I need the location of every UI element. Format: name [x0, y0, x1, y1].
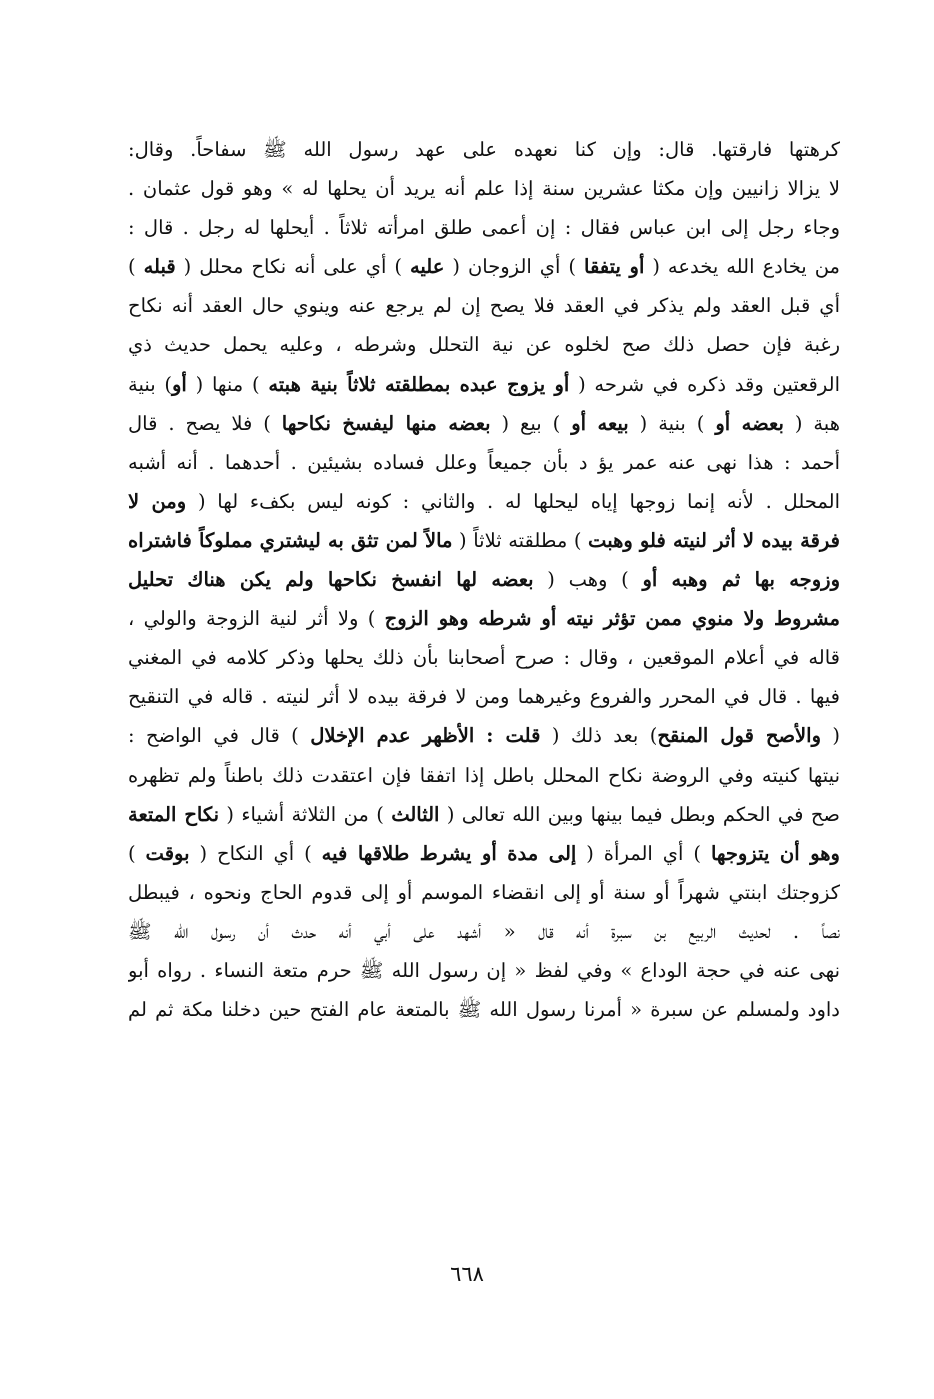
text-segment: ) بنية ( [628, 411, 716, 435]
text-line [128, 795, 840, 834]
text-segment: أحمد : هذا نهى عنه عمر يؤ د بأن جميعاً وعلل فساده بشيئين . أحدهما . أنه أشبه [128, 450, 840, 474]
text-line [128, 560, 840, 599]
text-segment: ) قال في الواضح : [128, 724, 311, 748]
text-segment: الرقعتين وقد ذكره في شرحه ( [569, 372, 840, 396]
text-segment: أي قبل العقد ولم يذكر في العقد فلا يصح إن لم يرجع عنه وينوي حال العقد أنه نكاح [128, 294, 840, 318]
text-line [128, 638, 840, 677]
bold-text-segment: أو يزوج عبده بمطلقته ثلاثاً بنية هبته [268, 372, 570, 396]
page-number: ٦٦٨ [450, 1262, 484, 1286]
text-segment: هبة ( [783, 411, 840, 435]
text-line [128, 677, 840, 716]
text-line [128, 756, 840, 795]
bold-text-segment: نكاح المتعة [128, 802, 220, 826]
bold-text-segment: بعضه منها ليفسخ نكاحها [281, 411, 491, 435]
text-segment: لا يزالا زانيين وإن مكثا عشرين سنة إذا علم أنه يريد أن يحلها له » وهو قول عثمان . [128, 177, 840, 201]
bold-text-segment: عليه [409, 255, 445, 279]
text-line [128, 716, 840, 755]
text-segment: ) مطلقته ثلاثاً ( [452, 528, 589, 552]
bold-text-segment: بعضه لها انفسخ نكاحها ولم يكن هناك تحليل [128, 568, 534, 592]
bold-text-segment: مالاً لمن تثق به ليشتري مملوكاً فاشتراه [128, 528, 453, 552]
text-line [128, 873, 840, 912]
bold-text-segment: مشروط ولا منوي ممن تؤثر نيته أو شرطه وهو الزوج [384, 607, 840, 631]
text-segment: ) بعد ذلك ( [540, 724, 658, 748]
text-line [128, 834, 840, 873]
text-segment: فيها . قال في المحرر والفروع وغيرهما ومن لا فرقة بيده لا أثر لنيته . قاله في التنقيح [128, 685, 840, 709]
bold-text-segment: ومن لا [128, 489, 187, 513]
text-segment: ) منها ( [186, 372, 269, 396]
text-segment: داود ولمسلم عن سبرة « أمرنا رسول الله ﷺ بالمتعة عام الفتح حين دخلنا مكة ثم لم [128, 998, 840, 1022]
text-segment: المحلل . لأنه إنما زوجها إياه ليحلها له . والثاني : كونه ليس بكفء لها ( [186, 489, 840, 513]
text-line [128, 169, 840, 208]
text-segment: ) أي المرأة ( [576, 841, 711, 865]
bold-text-segment: قبله [143, 255, 176, 279]
text-line [128, 990, 840, 1029]
text-line [128, 912, 840, 951]
text-segment: نهى عنه في حجة الوداع » وفي لفظ « إن رسول الله ﷺ حرم متعة النساء . رواه أبو [128, 958, 840, 982]
text-segment: وجاء رجل إلى ابن عباس فقال : إن أعمى طلق امرأته ثلاثاً . أيحلها له رجل . قال : [128, 216, 840, 240]
text-segment: ) [128, 255, 144, 279]
text-line [128, 130, 840, 169]
bold-text-segment: والأصح قول المنقح [657, 724, 821, 748]
text-line [128, 482, 840, 521]
text-line [128, 286, 840, 325]
text-line [128, 443, 840, 482]
text-segment: رغبة فإن حصل ذلك صح لخلوه عن نية التحلل وشرطه ، وعليه يحمل حديث ذي [128, 333, 840, 357]
text-segment: كزوجتك ابنتي شهراً أو سنة أو إلى انقضاء الموسم أو إلى قدوم الحاج ونحوه ، فيبطل [128, 880, 840, 904]
bold-text-segment: أو يتفقا [584, 255, 645, 279]
bold-text-segment: أو [172, 372, 187, 396]
bold-text-segment: بعضه أو [715, 411, 784, 435]
text-segment: من يخادع الله يخدعه ( [644, 255, 840, 279]
bold-text-segment: فرقة بيده لا أثر لنيته فلو وهبت [588, 528, 840, 552]
text-segment: نصاً . لحديث الربيع بن سبرة أنه قال « أشهد على أبي أنه حدث أن رسول الله ﷺ [128, 919, 840, 943]
bold-text-segment: بيعه أو [571, 411, 629, 435]
text-segment: ) أي النكاح ( [189, 841, 322, 865]
bold-text-segment: وهو أن يتزوجها [710, 841, 840, 865]
text-segment: ) أي الزوجان ( [444, 255, 584, 279]
text-segment: ) وهب ( [533, 568, 643, 592]
text-line [128, 247, 840, 286]
text-segment: ) [128, 841, 146, 865]
text-segment: ) بيع ( [490, 411, 572, 435]
bold-text-segment: قلت : الأظهر عدم الإخلال [310, 724, 541, 748]
bold-text-segment: الثالث [391, 802, 440, 826]
text-line [128, 208, 840, 247]
text-segment: ) ولا أثر لنية الزوجة والولي ، [128, 607, 385, 631]
text-segment: ( [821, 724, 840, 748]
body-text [128, 130, 840, 1029]
text-line [128, 951, 840, 990]
text-segment: نيتها كنيته وفي الروضة نكاح المحلل باطل إذا اتفقا فإن اعتقدت ذلك باطناً ولم تظهره [128, 763, 840, 787]
text-segment: ) بنية [128, 372, 173, 396]
bold-text-segment: وزوجه بها ثم وهبه أو [642, 568, 840, 592]
text-segment: ) من الثلاثة أشياء ( [219, 802, 392, 826]
text-segment: ) فلا يصح . قال [128, 411, 282, 435]
text-line [128, 404, 840, 443]
bold-text-segment: إلى مدة أو يشرط طلاقها فيه [321, 841, 577, 865]
text-segment: قاله في أعلام الموقعين ، وقال : صرح أصحابنا بأن ذلك يحلها وذكر كلامه في المغني [128, 646, 840, 670]
text-line [128, 325, 840, 364]
bold-text-segment: بوقت [145, 841, 190, 865]
text-line [128, 365, 840, 404]
text-segment: صح في الحكم وبطل فيما بينها وبين الله تعالى ( [439, 802, 840, 826]
text-line [128, 521, 840, 560]
text-segment: ) أي على أنه نكاح محلل ( [175, 255, 410, 279]
text-segment: كرهتها فارقتها. قال: وإن كنا نعهده على عهد رسول الله ﷺ سفاحاً. وقال: [128, 138, 840, 161]
text-line [128, 599, 840, 638]
